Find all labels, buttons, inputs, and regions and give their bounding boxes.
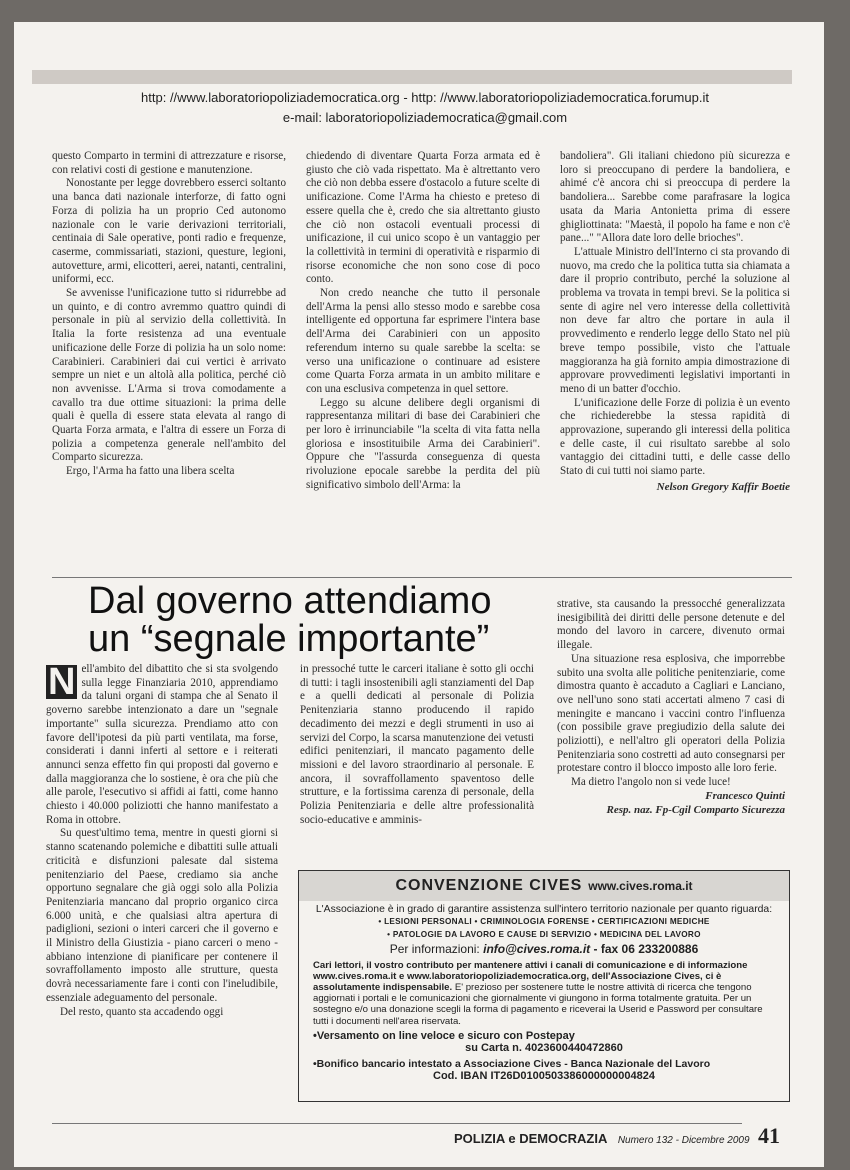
paragraph: L'attuale Ministro dell'Interno ci sta provando di nuovo, ma credo che la politica tutta sia chiamata a dare il proprio contributo, perché la soluzione al problema va trovata in tempi brevi. Se la politica si sente di agire nel vero interesse della collettività non deve far altro che portare in aula il provvedimento e renderlo legge dello Stato nel più breve tempo possibile, visto che l'attuale maggioranza ha già fornito ampia dimostrazione di approvare provvedimenti legislativi importanti in meno di un batter d'occhio. xyxy=(560,245,790,395)
page-footer xyxy=(454,1123,780,1149)
cives-services-2: • PATOLOGIE DA LAVORO E CAUSE DI SERVIZIO • MEDICINA DEL LAVORO xyxy=(387,929,701,939)
paragraph: Non credo neanche che tutto il personale dell'Arma la pensi allo stesso modo e sarebbe cosa intelligente ed opportuna far esprimere l'intera base dell'Arma dei Carabinieri con un apposito referendum interno su quale sarebbe la scelta: se verso una unificazione o continuare ad esistere come Quarta Forza armata in un ambito militare e con una esclusiva competenza in quel settore. xyxy=(306,287,540,395)
paragraph: Del resto, quanto sta accadendo oggi xyxy=(60,1005,224,1018)
paragraph: Ergo, l'Arma ha fatto una libera scelta xyxy=(66,465,235,478)
cives-website[interactable]: www.cives.roma.it xyxy=(588,879,693,893)
headline-line-2: un “segnale importante” xyxy=(88,618,490,660)
article1-column-3 xyxy=(560,150,790,495)
cives-intro: L'Associazione è in grado di garantire assistenza sull'intero territorio nazionale per quanto riguarda: xyxy=(315,904,773,915)
headline-line-1: Dal governo attendiamo xyxy=(88,580,492,622)
cives-appeal xyxy=(313,960,775,1027)
paragraph: Una situazione resa esplosiva, che imporrebbe subito una svolta alle politiche penitenziarie, come dimostra quanto è accaduto a Cagliari e Lanciano, ove nell'uno sono stati accertati almeno 7 casi di meningite e mancano i vaccini contro l'influenza (con possibile grave pregiudizio della salute dei poliziotti), e nell'altro gli operatori della Polizia Penitenziaria sono costretti ad auto consegnarsi per protestare contro il blocco imposto alle loro ferie. xyxy=(557,652,785,775)
cives-header xyxy=(299,871,789,901)
paragraph: Nonostante per legge dovrebbero esserci soltanto una banca dati nazionale interforze, di fatto ogni Forza di polizia ha un proprio Ced autonomo nazionale con le varie derivazioni territoriali, centinaia di Sale operative, ponti radio e frequenze, caserme, commissariati, stazioni, questure, legioni, autovetture, armi, elicotteri, aerei, natanti, centralini, uniformi, ecc. xyxy=(52,177,286,286)
iban-code: Cod. IBAN IT26D0100503386000000004824 xyxy=(433,1070,655,1083)
article1-column-1 xyxy=(52,150,286,479)
paragraph: questo Comparto in termini di attrezzature e risorse, con relativi costi di gestione e manutenzione. xyxy=(52,150,286,176)
paragraph: Leggo su alcune delibere degli organismi di rappresentanza militari di base dei Carabinieri che per loro è irrinunciabile "la scelta di vita fatta nella gloriosa e insostituibile Arma dei Carabinieri". Oppure che "l'assurda conseguenza di questa rivoluzione epocale sarebbe la perdita del più significativo simbolo dell'Arma: la xyxy=(306,396,540,491)
cives-ad-box xyxy=(298,870,790,1102)
paragraph: bandoliera". Gli italiani chiedono più sicurezza e loro si preoccupano di perdere la bandoliera, e ahimé c'è ancora chi si preoccupa di perdere la bandoliera... Sarebbe come parafrasare la logica usata da Maria Antonietta prima di essere ghigliottinata: "Maestà, il popolo ha fame e non c'è pane..." "Allora date loro delle brioches". xyxy=(560,150,790,245)
paragraph: strative, sta causando la pressocché generalizzata inesigibilità dei diritti delle persone detenute e del mondo del lavoro in carcere, divenuto ormai illegale. xyxy=(557,598,785,652)
article2-column-2 xyxy=(300,663,534,827)
author-name: Francesco Quinti xyxy=(705,789,785,802)
appeal-bold: Cari lettori, il vostro contributo per mantenere attivi i canali di comunicazione e di informazione www.cives.roma.it e www.laboratoriopoliziademocratica.org, dell'Associazione Cives, ci è assolutamente indispensabile. xyxy=(313,959,748,994)
section-divider xyxy=(52,577,792,578)
bank-transfer-line: •Bonifico bancario intestato a Associazione Cives - Banca Nazionale del Lavoro xyxy=(313,1057,711,1070)
article1-column-2 xyxy=(306,150,540,493)
paragraph: chiedendo di diventare Quarta Forza armata ed è giusto che ciò vada rispettato. Ma è altrettanto vero che ciò non debba essere d'ostacolo a future scelte di unificazione. Come l'Arma ha chiesto e preteso di essere quella che è, credo che sia altrettanto giusto che ciò non ostacoli eventuali processi di unificazione, il cui unico scopo è un vantaggio per la collettività in termini di operatività e risparmio di risorse economiche che non sono cose di poco conto. xyxy=(306,150,540,286)
author-signature: Nelson Gregory Kaffir Boetie xyxy=(656,480,790,493)
article2-column-3 xyxy=(557,598,785,817)
page-number: 41 xyxy=(758,1123,780,1148)
paragraph: L'unificazione delle Forze di polizia è un evento che richiederebbe la stessa rapidità di approvazione, superando gli interessi della politica e delle caste, il cui risultato sarebbe al solo vantaggio dei cittadini tutti, e delle casse dello Stato di cui tutti noi siamo parte. xyxy=(560,396,790,478)
paragraph: Ma dietro l'angolo non si vede luce! xyxy=(571,776,731,789)
info-fax: - fax 06 233200886 xyxy=(593,942,699,957)
email-address: e-mail: laboratoriopoliziademocratica@gmail.com xyxy=(282,110,568,125)
paragraph: in pressoché tutte le carceri italiane è sotto gli occhi di tutti: i tagli insostenibili agli stanziamenti del Dap e a quelli dedicati al personale di Polizia Penitenziaria stanno producendo il rapido decadimento dei mezzi e degli strumenti in uso ai servizi del Corpo, la scarsa manutenzione dei vetusti edifici penitenziari, il mancato pagamento delle missioni e del lavoro straordinario al personale. E ancora, il sovraffollamento spaventoso delle strutture, e la fortissima carenza di personale, della Polizia Penitenziaria e delle altre professionalità socio-educative e amminis- xyxy=(300,663,534,826)
article2-column-1 xyxy=(46,663,278,1019)
appeal-text: E' prezioso per sostenere tutte le nostre attività di ricerca che tengono aggiornati i portali e le comunicazioni che giornalmente vi giungono in forma totalmente gratuita. Per un sostegno e/o una donazione scegli la forma di pagamento e riceverai la Userid e Password per consultare tutti i documenti nell'area riservata. xyxy=(313,982,763,1027)
info-email[interactable]: info@cives.roma.it xyxy=(483,942,591,957)
magazine-name: POLIZIA e DEMOCRAZIA xyxy=(454,1131,608,1146)
cives-services-1: • LESIONI PERSONALI • CRIMINOLOGIA FORENSE • CERTIFICAZIONI MEDICHE xyxy=(378,917,710,927)
author-role: Resp. naz. Fp-Cgil Comparto Sicurezza xyxy=(606,803,785,816)
paragraph: Su quest'ultimo tema, mentre in questi giorni si stanno scatenando polemiche e dibattiti sulle attuali criticità e disfunzioni palesate dal sistema penitenziario del Paese, crediamo sia anche opportuno segnalare che già oggi solo alla Polizia Penitenziaria mancano dal proprio organico circa 6.000 unità, e che qualsiasi altra apertura di padiglioni, sezioni o interi carceri che il governo e il Ministro della Giustizia - piano carceri o meno - abbiano intenzione di pianificare per contenere il sovraffollamento imposto alle strutture, questa dovrà necessariamente fare i conti con l'ineludibile, essenziale adeguamento del personale. xyxy=(46,827,278,1004)
article-headline xyxy=(88,582,558,658)
postepay-card: su Carta n. 4023600440472860 xyxy=(465,1042,623,1055)
issue-info: Numero 132 - Dicembre 2009 xyxy=(617,1135,750,1146)
drop-cap: N xyxy=(48,661,76,703)
paragraph-text: ell'ambito del dibattito che si sta svolgendo sulla legge Finanziaria 2010, apprendiamo da taluni organi di stampa che al Senato il governo sarebbe intenzionato a dare un "segnale importante" sulla sicurezza. Prendiamo atto con favore dell'ipotesi da più parti ventilata, ma forse, considerati i danni inferti al settore e i reiterati annunci senza effetto fin qui proposti dal governo e dalla maggioranza che lo sostiene, è ora che più che alle parole, l'esecutivo si affidi ai fatti, come hanno chiesto i 40.000 poliziotti che hanno manifestato a Roma in ottobre. xyxy=(46,663,278,826)
paragraph xyxy=(46,663,278,827)
info-label: Per informazioni: xyxy=(389,942,480,957)
website-links: http: //www.laboratoriopoliziademocratica.org - http: //www.laboratoriopoliziademocratica.forumup.it xyxy=(141,90,709,105)
cives-title: CONVENZIONE CIVES xyxy=(395,877,583,894)
cives-info xyxy=(313,943,775,955)
cives-body xyxy=(299,901,789,1085)
paragraph: Se avvenisse l'unificazione tutto si ridurrebbe ad un quinto, e di contro avremmo quattro quindi di personale in più al servizio della collettività. In Italia la forte resistenza ad una eventuale unificazione delle Forze di polizia ha un solo nome: Carabinieri. Carabinieri dai cui vertici è arrivato sempre un niet e un altolà alla politica, perché ciò non avvenisse. L'Arma si trova comodamente a cavallo tra due ottime situazioni: la prima delle quali è quella di essere stata elevata al rango di Quarta Forza armata, e l'altra di essere un Forza di polizia a competenza generale nell'ambito del Comparto sicurezza. xyxy=(52,287,286,464)
header-bar xyxy=(32,70,792,84)
postepay-line: •Versamento on line veloce e sicuro con Postepay xyxy=(313,1029,575,1042)
